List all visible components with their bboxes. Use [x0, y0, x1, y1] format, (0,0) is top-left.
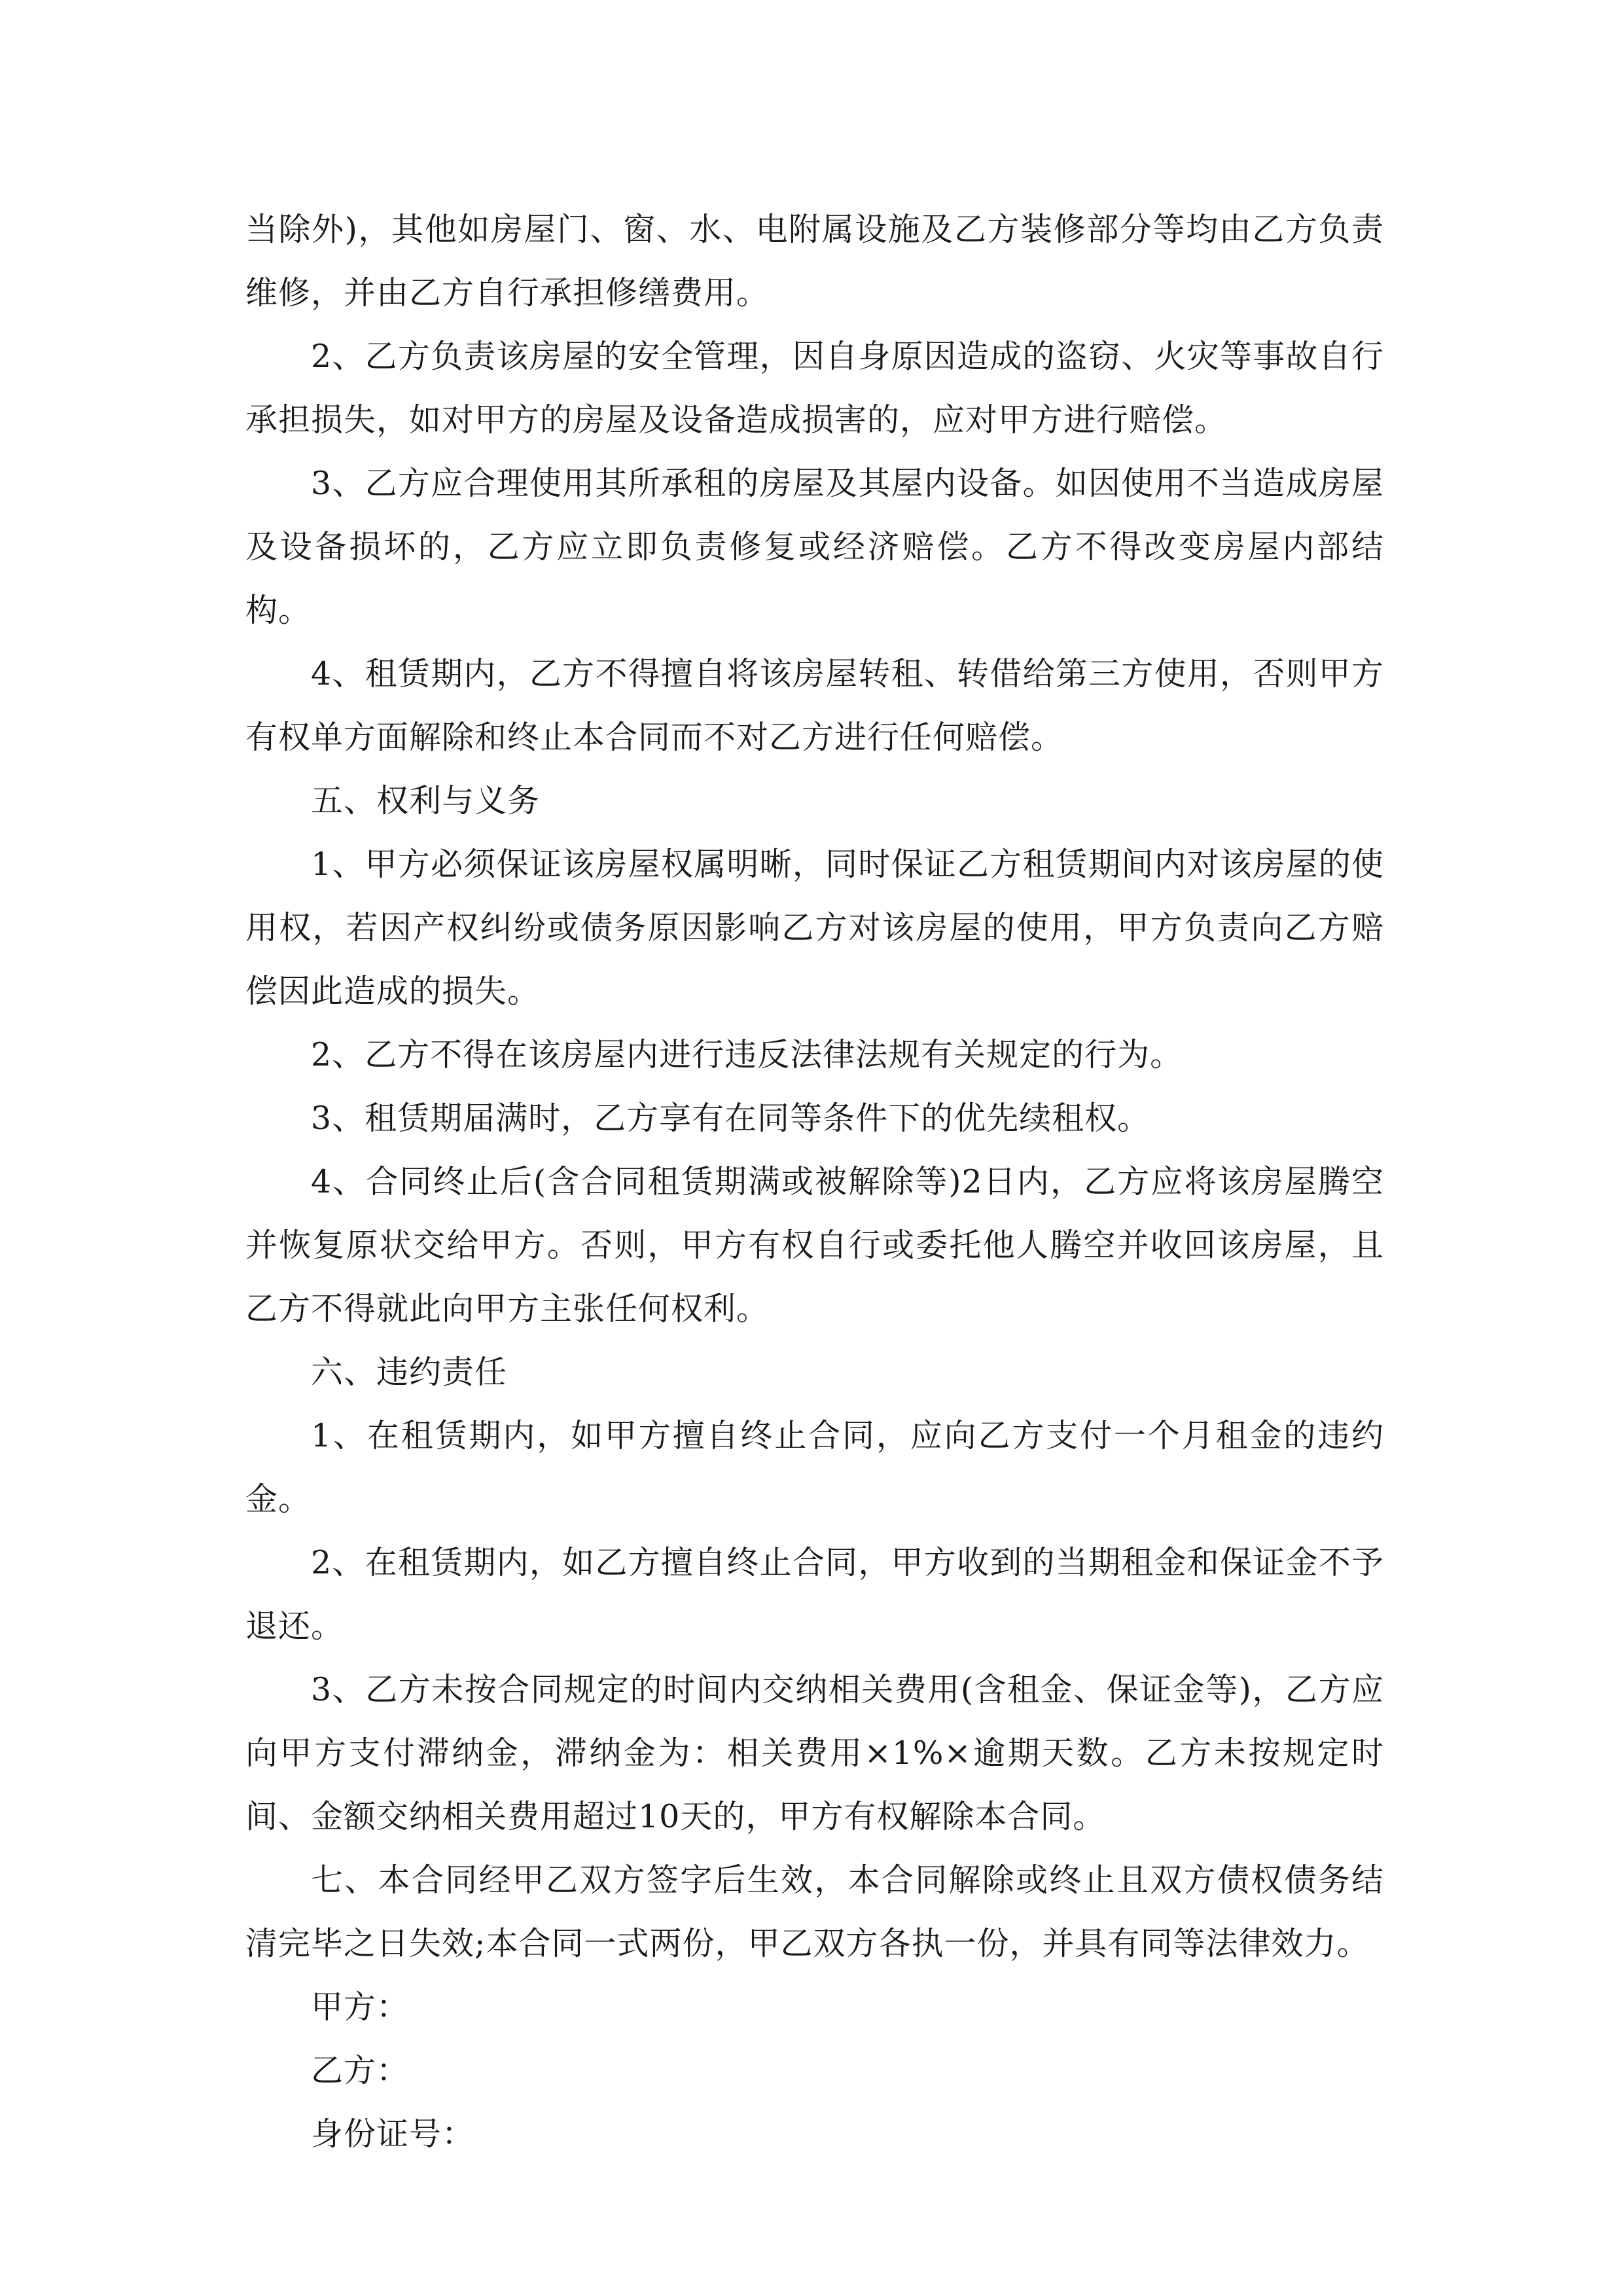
- section4-item-2: 2、乙方负责该房屋的安全管理，因自身原因造成的盗窃、火灾等事故自行承担损失，如对甲方的房屋及设备造成损害的，应对甲方进行赔偿。: [245, 338, 1384, 439]
- section6-item-1: 1、在租赁期内，如甲方擅自终止合同，应向乙方支付一个月租金的违约金。: [245, 1417, 1384, 1518]
- section4-item-3: 3、乙方应合理使用其所承租的房屋及其屋内设备。如因使用不当造成房屋及设备损坏的，乙方应立即负责修复或经济赔偿。乙方不得改变房屋内部结构。: [245, 465, 1384, 629]
- section5-item-1: 1、甲方必须保证该房屋权属明晰，同时保证乙方租赁期间内对该房屋的使用权，若因产权纠纷或债务原因影响乙方对该房屋的使用，甲方负责向乙方赔偿因此造成的损失。: [245, 846, 1384, 1010]
- document-body: [245, 198, 1384, 2166]
- party-a-signature-label: 甲方：: [311, 1988, 410, 2026]
- section6-item-3: 3、乙方未按合同规定的时间内交纳相关费用(含租金、保证金等)，乙方应向甲方支付滞纳金，滞纳金为：相关费用×1%×逾期天数。乙方未按规定时间、金额交纳相关费用超过10天的，甲方有权解除本合同。: [245, 1671, 1384, 1835]
- section5-heading: 五、权利与义务: [311, 782, 541, 819]
- section5-item-4: 4、合同终止后(含合同租赁期满或被解除等)2日内，乙方应将该房屋腾空并恢复原状交给甲方。否则，甲方有权自行或委托他人腾空并收回该房屋，且乙方不得就此向甲方主张任何权利。: [245, 1163, 1384, 1327]
- party-b-signature-label: 乙方：: [311, 2052, 410, 2089]
- section6-heading: 六、违约责任: [311, 1354, 508, 1391]
- section7-paragraph: 七、本合同经甲乙双方签字后生效，本合同解除或终止且双方债权债务结清完毕之日失效;本合同一式两份，甲乙双方各执一份，并具有同等法律效力。: [245, 1861, 1384, 1962]
- section4-item-4: 4、租赁期内，乙方不得擅自将该房屋转租、转借给第三方使用，否则甲方有权单方面解除和终止本合同而不对乙方进行任何赔偿。: [245, 655, 1384, 756]
- section5-item-3: 3、租赁期届满时，乙方享有在同等条件下的优先续租权。: [311, 1100, 1150, 1137]
- section6-item-2: 2、在租赁期内，如乙方擅自终止合同，甲方收到的当期租金和保证金不予退还。: [245, 1544, 1384, 1645]
- id-number-label: 身份证号：: [311, 2115, 475, 2153]
- continuation-paragraph: 当除外)，其他如房屋门、窗、水、电附属设施及乙方装修部分等均由乙方负责维修，并由乙方自行承担修缮费用。: [245, 211, 1384, 312]
- section5-item-2: 2、乙方不得在该房屋内进行违反法律法规有关规定的行为。: [311, 1036, 1183, 1073]
